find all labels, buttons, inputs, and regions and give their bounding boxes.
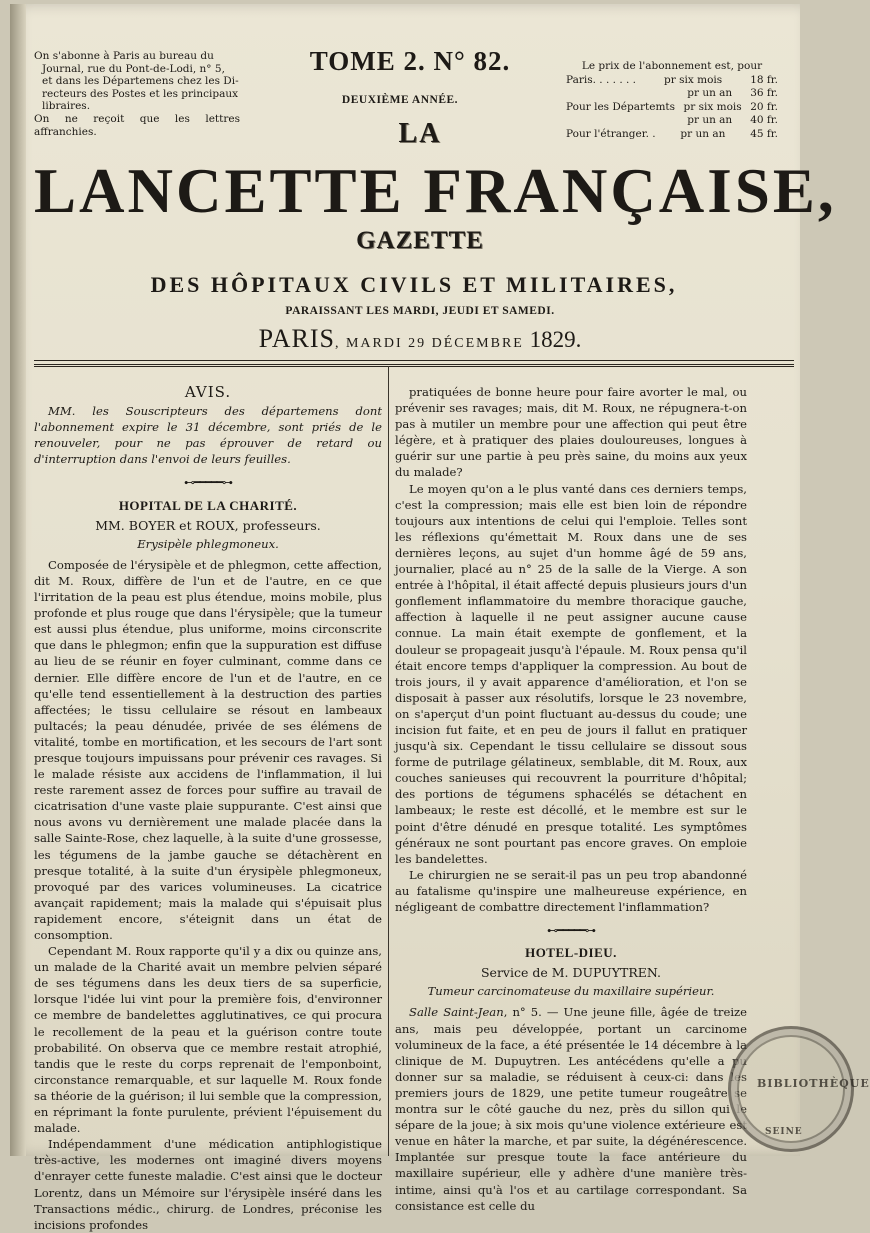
- masthead-article: LA: [398, 118, 442, 149]
- ornament-divider: ⊷━━━━━⊶: [546, 924, 596, 938]
- service-line: Service de M. DUPUYTREN.: [480, 965, 661, 981]
- stamp-text-bottom: SEINE: [765, 1127, 803, 1137]
- dateline-day: , MARDI 29: [334, 336, 432, 351]
- article-paragraph: Le moyen qu'on a le plus vanté dans ces derniers temps, c'est la compression; mais elle est bien loin de répondre toujours aux intentions de celui qui l'emploie. Telles sont les réflexions qu'émettait M. Roux dans une de ses dernières leçons, au sujet d'un homme âgé de 59 ans, journalier, placé au n° 25 de la salle de la Vierge. A son entrée à l'hôpital, il était affecté depuis plusieurs jours d'un gonflement inflammatoire du membre thoracique gauche, affection à laquelle il ne peut assigner aucune cause connue. La main était exempte de gonflement, et la douleur se propageait jusqu'à l'épaule. M. Roux pensa qu'il était encore temps d'appliquer la compression. Au bout de trois jours, il y avait apparence d'amélioration, et l'on se disposait à passer aux résolutifs, lorsque le 23 novembre, on s'aperçut d'un point fluctuant au-dessus du coude; une incision fut faite, et en peu de jours il fallut en pratiquer jusqu'à six. Cependant le tissu cellulaire se dissout sous forme de putrilage gélatineux, semblable, dit M. Roux, aux couches sanieuses qui recouvrent la pourriture d'hôpital; des portions de tégumens sphacélés se détachent en lambeaux; le reste est décollé, et le membre est sur le point d'être dénudé en presque totalité. Les symptômes généraux ne sont pourtant pas encore graves. On emploie les bandelettes.: [395, 481, 747, 866]
- subscription-line: On s'abonne à Paris au bureau du: [34, 50, 214, 62]
- binding-spine: [10, 4, 26, 1156]
- article-topic: Tumeur carcinomateuse du maxillaire supérieur.: [427, 984, 715, 999]
- price-row: pr un an 40 fr.: [687, 114, 778, 126]
- masthead-gazette: GAZETTE: [356, 227, 484, 254]
- subscription-line: Journal, rue du Pont-de-Lodi, n° 5,: [42, 62, 225, 75]
- price-list: [566, 60, 778, 141]
- column-left: [34, 384, 382, 1233]
- year-label: DEUXIÈME ANNÉE.: [341, 94, 459, 106]
- article-paragraph: Composée de l'érysipèle et de phlegmon, cette affection, dit M. Roux, diffère de l'un et de l'autre, en ce que l'irritation de la peau est plus étendue, moins mobile, plus profonde et plus rouge que dans l'érysipèle; que la tumeur est aussi plus étendue, plus uniforme, moins circonscrite que dans le phlegmon; enfin que la suppuration est diffuse au lieu de se réunir en foyer culminant, comme dans ce dernier. Elle diffère encore de l'un et de l'autre, en ce qu'elle tend essentiellement à la destruction des parties affectées; le tissu cellulaire se résout en lambeaux pultacés; la peau dénudée, privée de ses élémens de vitalité, tombe en mortification, et les secours de l'art sont presque toujours impuissans pour prévenir ces ravages. Si le malade résiste aux accidens de l'inflammation, il lui reste rarement assez de forces pour suffire au travail de cicatrisation d'une vaste plaie suppurante. C'est ainsi que nous avons vu dernièrement une malade placée dans la salle Sainte-Rose, chez laquelle, à la suite d'une grossesse, les tégumens de la jambe gauche se détachèrent en presque totalité, à la suite d'un érysipèle phlegmoneux, provoqué par des varices volumineuses. La cicatrice avançait rapidement; mais la malade qui s'épuisait plus rapidement encore, s'éteignit dans un état de consomption.: [34, 557, 382, 942]
- price-title: Le prix de l'abonnement est, pour: [581, 60, 763, 72]
- article-paragraph: Le chirurgien ne se serait-il pas un peu trop abandonné au fatalisme qu'inspire une malheureuse expérience, en négligeant de combattre directement l'inflammation?: [395, 867, 747, 914]
- dateline: [160, 324, 680, 354]
- masthead-title: LANCETTE FRANÇAISE,: [34, 156, 837, 226]
- price-row: Pour les Départemts pr six mois 20 fr.: [566, 100, 778, 113]
- dateline-city: PARIS: [258, 324, 335, 353]
- article-paragraph: Indépendamment d'une médication antiphlogistique très-active, les modernes ont imaginé divers moyens d'enrayer cette funeste maladie. C'est ainsi que le docteur Lorentz, dans un Mémoire sur l'érysipèle inséré dans les Transactions médic., chirurg. de Londres, préconise les incisions profondes: [34, 1137, 382, 1232]
- subscription-info: [34, 50, 240, 138]
- article-paragraph: pratiquées de bonne heure pour faire avorter le mal, ou prévenir ses ravages; mais, dit M. Roux, ne répugnera-t-on pas à mutiler un membre pour une affection qui peut être légère, et à pratiquer des plaies douloureuses, longues à guérir sur une partie à peu près saine, du moins aux yeux du malade?: [395, 385, 747, 480]
- professors-line: MM. BOYER et ROUX, professeurs.: [95, 517, 321, 533]
- subscription-line: On ne reçoit que les lettres affranchies.: [34, 112, 240, 138]
- subscription-line: libraires.: [42, 100, 91, 113]
- article-paragraph: Cependant M. Roux rapporte qu'il y a dix ou quinze ans, un malade de la Charité avait un membre pelvien séparé de ses tégumens dans les deux tiers de sa superficie, lorsque l'idée lui vint pour la première fois, d'environner ce membre de bandelettes agglutinatives, ce qui procura le recollement de la peau et la guérison contre toute probabilité. On observa que ce membre restait atrophié, tandis que le reste du corps reprenait de l'emponboint, circonstance remarquable, et sur laquelle M. Roux fonde sa théorie de la guérison; il lui semble que la compression, en réprimant la fonte purulente, prévient l'épuisement du malade.: [34, 944, 382, 1136]
- dateline-year: 1829.: [523, 327, 582, 352]
- ornament-divider: ⊷━━━━━⊶: [183, 476, 233, 490]
- stamp-text-top: BIBLIOTHÈQUE: [757, 1077, 870, 1090]
- salle-name: Salle Saint-Jean: [409, 1005, 504, 1020]
- volume-number: TOME 2. N° 82.: [309, 46, 511, 76]
- column-right: [395, 384, 747, 1214]
- library-stamp: [728, 1026, 870, 1152]
- column-separator: [388, 366, 389, 1156]
- dateline-month: DÉCEMBRE: [431, 336, 524, 351]
- masthead-rule: [34, 360, 794, 361]
- article-topic: Erysipèle phlegmoneux.: [137, 536, 279, 551]
- section-heading-hotel-dieu: HOTEL-DIEU.: [525, 945, 617, 961]
- masthead-subtitle: DES HÔPITAUX CIVILS ET MILITAIRES,: [150, 272, 678, 297]
- subscription-line: et dans les Départemens chez les Di-: [42, 75, 239, 88]
- masthead-double-rule: [34, 364, 794, 367]
- avis-heading: AVIS.: [184, 383, 232, 401]
- article-paragraph: [395, 1004, 747, 1213]
- publication-days: PARAISSANT LES MARDI, JEUDI ET SAMEDI.: [285, 305, 555, 317]
- subscription-line: recteurs des Postes et les principaux: [42, 87, 239, 100]
- newspaper-page: [10, 4, 870, 1232]
- avis-text: MM. les Souscripteurs des départemens dont l'abonnement expire le 31 décembre, sont priés de le renouveler, pour ne pas éprouver de retard ou d'interruption dans l'envoi de leurs feuilles.: [34, 404, 382, 467]
- section-heading-charite: HOPITAL DE LA CHARITÉ.: [118, 497, 298, 513]
- price-row: Paris. . . . . . . pr six mois 18 fr.: [566, 73, 778, 86]
- price-row: pr un an 36 fr.: [687, 87, 778, 99]
- price-row: Pour l'étranger. . pr un an 45 fr.: [566, 127, 778, 140]
- salle-text: , n° 5. — Une jeune fille, âgée de treize ans, mais peu développée, portant un carcinome volumineux de la face, a été présentée le 14 décembre à la clinique de M. Dupuytren. Les antécédens qu'elle a pu donner sur sa maladie, se réduisent à ceux-ci: dans les premiers jours de 1829, une petite tumeur rougeâtre se montra sur le côté gauche du nez, près du sillon qui le sépare de la joue; à six mois qu'une violence extérieure est venue en hâter la marche, et par suite, la dégénérescence. Implantée sur presque toute la face antérieure du maxillaire supérieur, elle y adhère d'une manière très-intime, ainsi qu'à l'os et au cartilage correspondant. Sa consistance est celle du: [395, 1005, 748, 1213]
